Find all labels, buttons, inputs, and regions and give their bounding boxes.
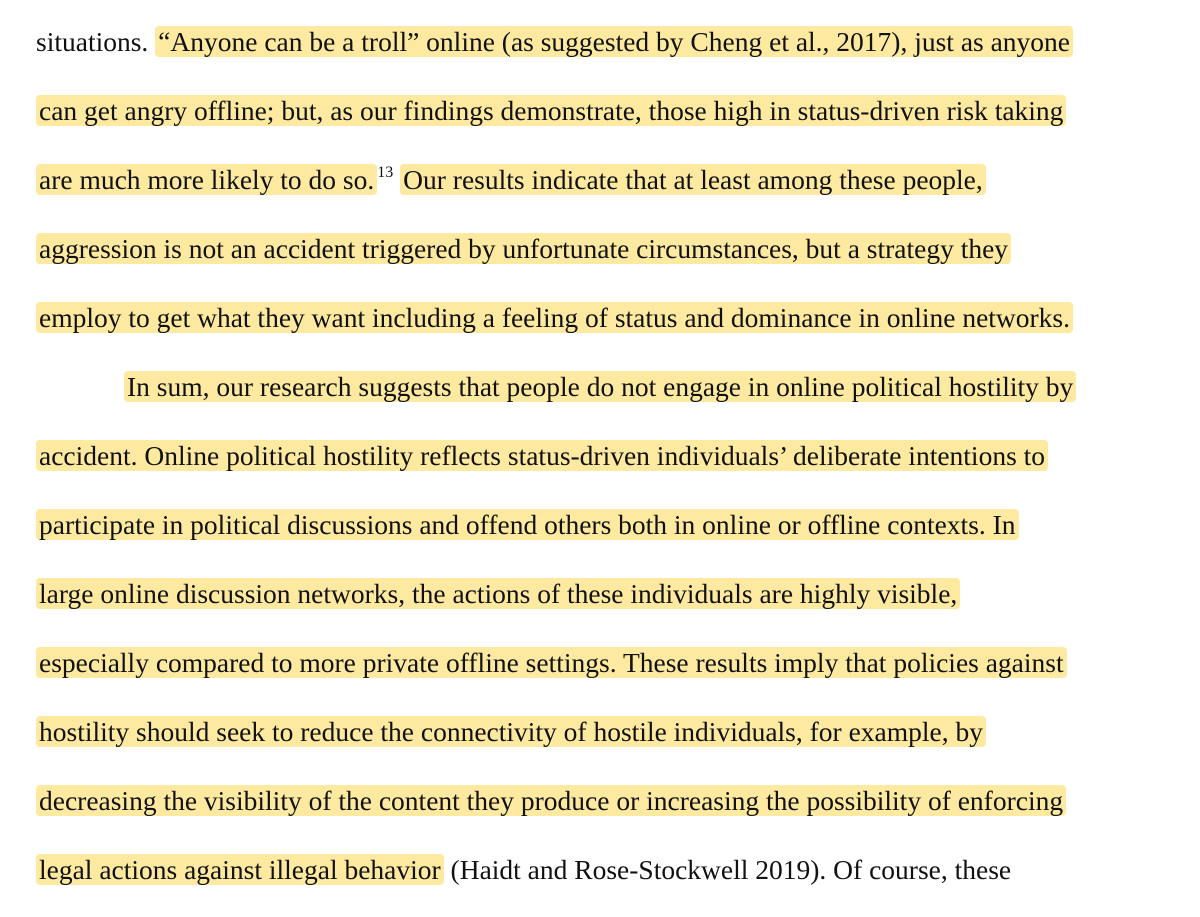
text-line (36, 93, 1066, 129)
body-text: (Haidt and Rose-Stockwell 2019). Of course, these (443, 854, 1012, 885)
highlighted-text: In sum, our research suggests that people do not engage in online political hostility by (124, 371, 1076, 402)
highlighted-text: large online discussion networks, the actions of these individuals are highly visible, (36, 578, 960, 609)
highlighted-text: especially compared to more private offline settings. These results imply that policies against (36, 647, 1067, 678)
text-line (36, 576, 960, 612)
text-line (36, 645, 1067, 681)
text-line (36, 24, 1073, 60)
highlighted-text: are much more likely to do so. (36, 164, 377, 195)
footnote-marker: 13 (377, 164, 394, 181)
text-line (36, 300, 1073, 336)
highlighted-text: participate in political discussions and offend others both in online or offline contexts. In (36, 509, 1019, 540)
highlighted-text: employ to get what they want including a feeling of status and dominance in online networks. (36, 302, 1073, 333)
highlighted-text: accident. Online political hostility reflects status-driven individuals’ deliberate intentions to (36, 440, 1048, 471)
text-line (36, 507, 1019, 543)
text-line (36, 714, 986, 750)
highlighted-text: can get angry offline; but, as our findings demonstrate, those high in status-driven risk taking (36, 95, 1066, 126)
highlighted-text: “Anyone can be a troll” online (as suggested by Cheng et al., 2017), just as anyone (155, 26, 1073, 57)
text-line (36, 438, 1048, 474)
text-line (36, 162, 986, 198)
highlighted-text: legal actions against illegal behavior (36, 854, 444, 885)
text-line (124, 369, 1076, 405)
text-line (36, 783, 1066, 819)
text-line (36, 231, 1011, 267)
highlighted-text: decreasing the visibility of the content they produce or increasing the possibility of enforcing (36, 785, 1066, 816)
highlighted-text: Our results indicate that at least among these people, (400, 164, 986, 195)
highlighted-text: aggression is not an accident triggered by unfortunate circumstances, but a strategy they (36, 233, 1011, 264)
text-line (36, 852, 1011, 888)
body-text: situations. (36, 26, 156, 57)
highlighted-text: hostility should seek to reduce the connectivity of hostile individuals, for example, by (36, 716, 986, 747)
